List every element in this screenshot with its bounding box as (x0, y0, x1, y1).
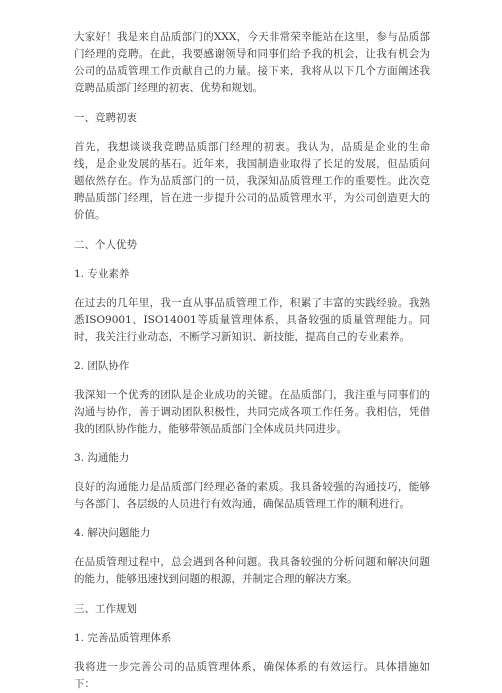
teamwork-paragraph: 我深知一个优秀的团队是企业成功的关键。在品质部门，我注重与同事们的沟通与协作，善于调动团队积极性，共同完成各项工作任务。我相信，凭借我的团队协作能力，能够带领品质部门全体成员共同进步。 (74, 389, 430, 435)
subheading-teamwork: 2. 团队协作 (74, 360, 130, 372)
subheading-problem-solving: 4. 解决问题能力 (74, 527, 151, 539)
document-body (74, 29, 430, 693)
section-heading-work-plan: 三、工作规划 (74, 603, 137, 615)
professionalism-paragraph: 在过去的几年里，我一直从事品质管理工作，积累了丰富的实践经验。我熟悉ISO9001、ISO14001等质量管理体系，具备较强的质量管理能力。同时，我关注行业动态，不断学习新知识、新技能，提高自己的专业素养。 (74, 297, 430, 343)
subheading-quality-system: 1. 完善品质管理体系 (74, 632, 172, 644)
subheading-communication: 3. 沟通能力 (74, 452, 130, 464)
communication-paragraph: 良好的沟通能力是品质部门经理必备的素质。我具备较强的沟通技巧，能够与各部门、各层级的人员进行有效沟通，确保品质管理工作的顺利进行。 (74, 481, 430, 510)
intro-paragraph: 大家好！我是来自品质部门的XXX，今天非常荣幸能站在这里，参与品质部门经理的竞聘。在此，我要感谢领导和同事们给予我的机会，让我有机会为公司的品质管理工作贡献自己的力量。接下来，我将从以下几个方面阐述我竞聘品质部门经理的初衷、优势和规划。 (74, 31, 430, 94)
problem-solving-paragraph: 在品质管理过程中，总会遇到各种问题。我具备较强的分析问题和解决问题的能力，能够迅速找到问题的根源，并制定合理的解决方案。 (74, 556, 430, 585)
section-heading-strengths: 二、个人优势 (74, 239, 137, 251)
motivation-paragraph: 首先，我想谈谈我竞聘品质部门经理的初衷。我认为，品质是企业的生命线，是企业发展的基石。近年来，我国制造业取得了长足的发展，但品质问题依然存在。作为品质部门的一员，我深知品质管理工作的重要性。此次竞聘品质部门经理，旨在进一步提升公司的品质管理水平，为公司创造更大的价值。 (74, 141, 430, 221)
quality-system-paragraph: 我将进一步完善公司的品质管理体系，确保体系的有效运行。具体措施如下： (74, 661, 430, 690)
subheading-professionalism: 1. 专业素养 (74, 268, 130, 280)
section-heading-motivation: 一、竞聘初衷 (74, 112, 137, 124)
